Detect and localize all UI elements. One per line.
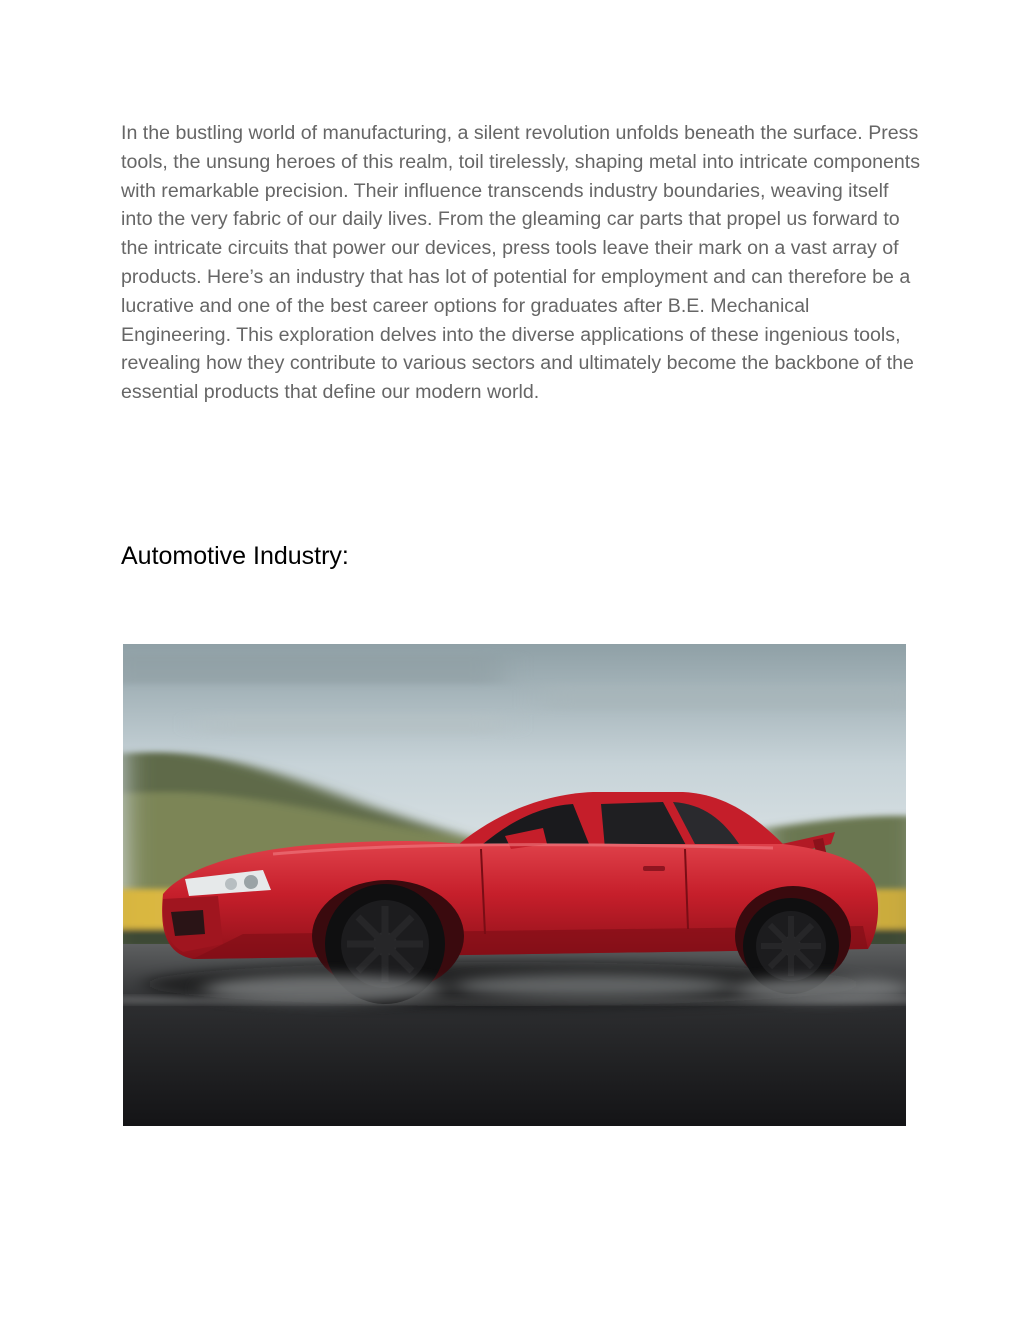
car-photo: [123, 644, 906, 1126]
intro-paragraph: In the bustling world of manufacturing, a silent revolution unfolds beneath the surface. Press tools, the unsung heroes of this realm, toil tirelessly, shaping metal into intricate components with remarkable precision. Their influence transcends industry boundaries, weaving itself into the very fabric of our daily lives. From the gleaming car parts that propel us forward to the intricate circuits that power our devices, press tools leave their mark on a vast array of products. Here’s an industry that has lot of potential for employment and can therefore be a lucrative and one of the best career options for graduates after B.E. Mechanical Engineering. This exploration delves into the diverse applications of these ingenious tools, revealing how they contribute to various sectors and ultimately become the backbone of the essential products that define our modern world.: [121, 122, 921, 404]
section-heading: Automotive Industry:: [121, 542, 349, 570]
